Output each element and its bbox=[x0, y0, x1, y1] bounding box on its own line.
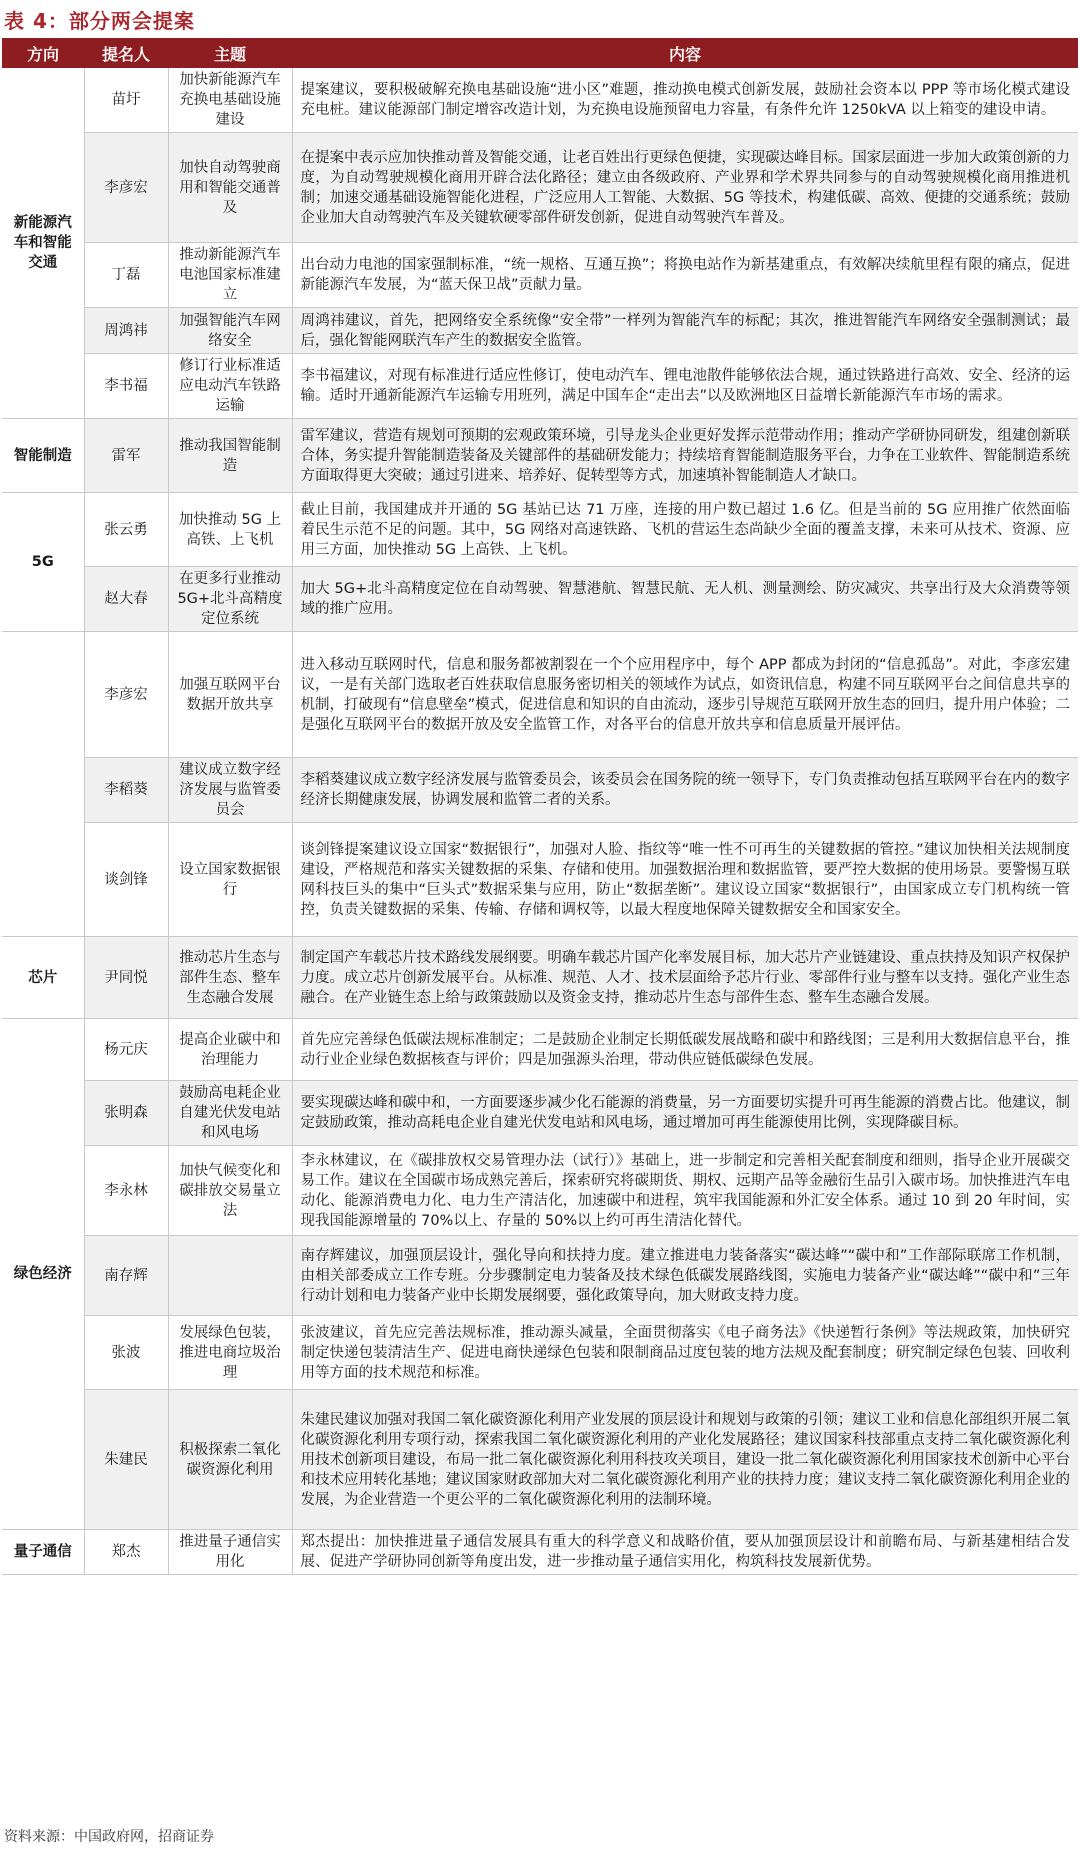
topic-cell: 建议成立数字经济发展与监管委员会 bbox=[168, 758, 292, 823]
topic-cell: 鼓励高电耗企业自建光伏发电站和风电场 bbox=[168, 1081, 292, 1146]
content-cell: 加大 5G+北斗高精度定位在自动驾驶、智慧港航、智慧民航、无人机、测量测绘、防灾减灾、共享出行及大众消费等领域的推广应用。 bbox=[292, 567, 1078, 632]
table-row bbox=[2, 937, 1078, 1019]
proposal-table bbox=[2, 38, 1078, 1575]
table-caption: 表 4：部分两会提案 bbox=[4, 9, 195, 33]
topic-cell: 修订行业标准适应电动汽车铁路运输 bbox=[168, 354, 292, 419]
table-row bbox=[2, 1390, 1078, 1530]
proposer-cell: 张明森 bbox=[84, 1081, 168, 1146]
header-proposer: 提名人 bbox=[84, 38, 168, 68]
direction-cell: 智能制造 bbox=[2, 419, 84, 493]
table-row bbox=[2, 1081, 1078, 1146]
table-row bbox=[2, 493, 1078, 567]
source-note: 资料来源：中国政府网，招商证券 bbox=[4, 1829, 214, 1845]
proposer-cell: 丁磊 bbox=[84, 243, 168, 308]
table-row bbox=[2, 133, 1078, 243]
proposer-cell: 谈剑锋 bbox=[84, 823, 168, 937]
proposer-cell: 张波 bbox=[84, 1316, 168, 1390]
proposer-cell: 雷军 bbox=[84, 419, 168, 493]
content-cell: 要实现碳达峰和碳中和，一方面要逐步减少化石能源的消费量，另一方面要切实提升可再生能源的消费占比。他建议，制定鼓励政策，推动高耗电企业自建光伏发电站和风电场，通过增加可再生能源使用比例，实现降碳目标。 bbox=[292, 1081, 1078, 1146]
proposer-cell: 张云勇 bbox=[84, 493, 168, 567]
content-cell: 周鸿祎建议，首先，把网络安全系统像“安全带”一样列为智能汽车的标配；其次，推进智能汽车网络安全强制测试；最后，强化智能网联汽车产生的数据安全监管。 bbox=[292, 308, 1078, 354]
direction-cell: 绿色经济 bbox=[2, 1019, 84, 1530]
direction-cell: 新能源汽车和智能交通 bbox=[2, 68, 84, 419]
content-cell: 李稻葵建议成立数字经济发展与监管委员会，该委员会在国务院的统一领导下，专门负责推动包括互联网平台在内的数字经济长期健康发展，协调发展和监管二者的关系。 bbox=[292, 758, 1078, 823]
table-row bbox=[2, 1530, 1078, 1575]
topic-cell: 推动我国智能制造 bbox=[168, 419, 292, 493]
direction-cell: 5G bbox=[2, 493, 84, 632]
proposer-cell: 李书福 bbox=[84, 354, 168, 419]
topic-cell: 加快气候变化和碳排放交易量立法 bbox=[168, 1146, 292, 1236]
proposer-cell: 周鸿祎 bbox=[84, 308, 168, 354]
header-content: 内容 bbox=[292, 38, 1078, 68]
proposer-cell: 李永林 bbox=[84, 1146, 168, 1236]
content-cell: 雷军建议，营造有规划可预期的宏观政策环境，引导龙头企业更好发挥示范带动作用；推动产学研协同研发，组建创新联合体，务实提升智能制造装备及关键部件的基础研发能力；持续培育智能制造服务平台，力争在工业软件、智能制造系统方面取得更大突破；通过引进来、培养好、促转型等方式，加速填补智能制造人才缺口。 bbox=[292, 419, 1078, 493]
proposer-cell: 南存辉 bbox=[84, 1236, 168, 1316]
content-cell: 截止目前，我国建成并开通的 5G 基站已达 71 万座，连接的用户数已超过 1.6 亿。但是当前的 5G 应用推广依然面临着民生示范不足的问题。其中，5G 网络对高速铁路、飞机的营运生态尚缺少全面的覆盖支撑，未来可从技术、资源、应用三方面，加快推动 5G 上高铁、上飞机。 bbox=[292, 493, 1078, 567]
proposer-cell: 李彦宏 bbox=[84, 632, 168, 758]
content-cell: 郑杰提出：加快推进量子通信发展具有重大的科学意义和战略价值，要从加强顶层设计和前瞻布局、与新基建相结合发展、促进产学研协同创新等角度出发，进一步推动量子通信实用化，构筑科技发展新优势。 bbox=[292, 1530, 1078, 1575]
proposer-cell: 赵大春 bbox=[84, 567, 168, 632]
proposer-cell: 尹同悦 bbox=[84, 937, 168, 1019]
proposer-cell: 郑杰 bbox=[84, 1530, 168, 1575]
content-cell: 提案建议，要积极破解充换电基础设施“进小区”难题，推动换电模式创新发展，鼓励社会资本以 PPP 等市场化模式建设充电桩。建议能源部门制定增容改造计划，为充换电设施预留电力容量，有条件允许 1250kVA 以上箱变的建设申请。 bbox=[292, 68, 1078, 133]
content-cell: 李永林建议，在《碳排放权交易管理办法（试行）》基础上，进一步制定和完善相关配套制度和细则，指导企业开展碳交易工作。建议在全国碳市场成熟完善后，探索研究将碳期货、期权、远期产品等金融衍生品引入碳市场。加快推进汽车电动化、能源消费电力化、电力生产清洁化，加速碳中和进程，筑牢我国能源和外汇安全体系。通过 10 到 20 年时间，实现我国能源增量的 70%以上、存量的 50%以上约可再生清洁化替代。 bbox=[292, 1146, 1078, 1236]
content-cell: 张波建议，首先应完善法规标准，推动源头减量，全面贯彻落实《电子商务法》《快递暂行条例》等法规政策，加快研究制定快递包装清洁生产、促进电商快递绿色包装和限制商品过度包装的地方法规及配套制度；研究制定绿色包装、回收利用等方面的技术规范和标准。 bbox=[292, 1316, 1078, 1390]
topic-cell: 提高企业碳中和治理能力 bbox=[168, 1019, 292, 1081]
content-cell: 制定国产车载芯片技术路线发展纲要。明确车载芯片国产化率发展目标，加大芯片产业链建设、重点扶持及知识产权保护力度。成立芯片创新发展平台。从标准、规范、人才、技术层面给予芯片行业、零部件行业与整车以支持。强化产业生态融合。在产业链生态上给与政策鼓励以及资金支持，推动芯片生态与部件生态、整车生态融合发展。 bbox=[292, 937, 1078, 1019]
content-cell: 首先应完善绿色低碳法规标准制定；二是鼓励企业制定长期低碳发展战略和碳中和路线图；三是利用大数据信息平台，推动行业企业绿色数据核查与评价；四是加强源头治理，带动供应链低碳绿色发展。 bbox=[292, 1019, 1078, 1081]
proposer-cell: 苗圩 bbox=[84, 68, 168, 133]
proposer-cell: 杨元庆 bbox=[84, 1019, 168, 1081]
topic-cell: 发展绿色包装，推进电商垃圾治理 bbox=[168, 1316, 292, 1390]
table-row bbox=[2, 1316, 1078, 1390]
table-row bbox=[2, 1146, 1078, 1236]
topic-cell: 积极探索二氧化碳资源化利用 bbox=[168, 1390, 292, 1530]
topic-cell: 加快推动 5G 上高铁、上飞机 bbox=[168, 493, 292, 567]
content-cell: 进入移动互联网时代，信息和服务都被割裂在一个个应用程序中，每个 APP 都成为封闭的“信息孤岛”。对此，李彦宏建议，一是有关部门选取老百姓获取信息服务密切相关的领域作为试点，如资讯信息，构建不同互联网平台之间信息共享的机制，打破现有“信息壁垒”模式，促进信息和知识的自由流动，逐步引导规范互联网开放生态的回归，提升用户体验；二是强化互联网平台的数据开放及安全监管工作，对各平台的信息开放共享和信息质量开展评估。 bbox=[292, 632, 1078, 758]
direction-cell: 芯片 bbox=[2, 937, 84, 1019]
table-row bbox=[2, 823, 1078, 937]
direction-cell bbox=[2, 632, 84, 937]
table-row bbox=[2, 68, 1078, 133]
table-row bbox=[2, 567, 1078, 632]
topic-cell bbox=[168, 1236, 292, 1316]
content-cell: 在提案中表示应加快推动普及智能交通，让老百姓出行更绿色便捷，实现碳达峰目标。国家层面进一步加大政策创新的力度，为自动驾驶规模化商用开辟合法化路径；建立由各级政府、产业界和学术界共同参与的自动驾驶规模化商用推进机制；加速交通基础设施智能化进程，广泛应用人工智能、大数据、5G 等技术，构建低碳、高效、便捷的交通系统；鼓励企业加大自动驾驶汽车及关键软硬零部件研发创新，促进自动驾驶汽车普及。 bbox=[292, 133, 1078, 243]
table-row bbox=[2, 419, 1078, 493]
table-body bbox=[2, 68, 1078, 1575]
header-direction: 方向 bbox=[2, 38, 84, 68]
table-row bbox=[2, 308, 1078, 354]
content-cell: 谈剑锋提案建议设立国家“数据银行”，加强对人脸、指纹等“唯一性不可再生的关键数据的管控。”建议加快相关法规制度建设，严格规范和落实关键数据的采集、存储和使用。加强数据治理和数据监管，要严控大数据的使用场景。要警惕互联网科技巨头的集中“巨头式”数据采集与应用，防止“数据垄断”。建议设立国家“数据银行”，由国家成立专门机构统一管控，负责关键数据的采集、传输、存储和调权等，以最大程度地保障关键数据安全和国家安全。 bbox=[292, 823, 1078, 937]
header-topic: 主题 bbox=[168, 38, 292, 68]
topic-cell: 推动芯片生态与部件生态、整车生态融合发展 bbox=[168, 937, 292, 1019]
topic-cell: 在更多行业推动 5G+北斗高精度定位系统 bbox=[168, 567, 292, 632]
content-cell: 南存辉建议，加强顶层设计，强化导向和扶持力度。建立推进电力装备落实“碳达峰”“碳中和”工作部际联席工作机制，由相关部委成立工作专班。分步骤制定电力装备及技术绿色低碳发展路线图，实施电力装备产业“碳达峰”“碳中和”三年行动计划和电力装备产业中长期发展纲要，强化政策导向，加大财政支持力度。 bbox=[292, 1236, 1078, 1316]
topic-cell: 加快新能源汽车充换电基础设施建设 bbox=[168, 68, 292, 133]
content-cell: 李书福建议，对现有标准进行适应性修订，使电动汽车、锂电池散件能够依法合规，通过铁路进行高效、安全、经济的运输。适时开通新能源汽车运输专用班列，满足中国车企“走出去”以及欧洲地区日益增长新能源汽车市场的需求。 bbox=[292, 354, 1078, 419]
direction-cell: 量子通信 bbox=[2, 1530, 84, 1575]
topic-cell: 加强互联网平台数据开放共享 bbox=[168, 632, 292, 758]
topic-cell: 推进量子通信实用化 bbox=[168, 1530, 292, 1575]
table-row bbox=[2, 632, 1078, 758]
proposer-cell: 李稻葵 bbox=[84, 758, 168, 823]
table-header-row bbox=[2, 38, 1078, 68]
content-cell: 出台动力电池的国家强制标准，“统一规格、互通互换”；将换电站作为新基建重点，有效解决续航里程有限的痛点，促进新能源汽车发展，为“蓝天保卫战”贡献力量。 bbox=[292, 243, 1078, 308]
topic-cell: 加强智能汽车网络安全 bbox=[168, 308, 292, 354]
topic-cell: 加快自动驾驶商用和智能交通普及 bbox=[168, 133, 292, 243]
proposer-cell: 李彦宏 bbox=[84, 133, 168, 243]
proposer-cell: 朱建民 bbox=[84, 1390, 168, 1530]
table-row bbox=[2, 243, 1078, 308]
table-row bbox=[2, 758, 1078, 823]
topic-cell: 推动新能源汽车电池国家标准建立 bbox=[168, 243, 292, 308]
topic-cell: 设立国家数据银行 bbox=[168, 823, 292, 937]
table-row bbox=[2, 1019, 1078, 1081]
table-row bbox=[2, 354, 1078, 419]
table-row bbox=[2, 1236, 1078, 1316]
content-cell: 朱建民建议加强对我国二氧化碳资源化利用产业发展的顶层设计和规划与政策的引领；建议工业和信息化部组织开展二氧化碳资源化利用专项行动，探索我国二氧化碳资源化利用的产业化发展路径；建议国家科技部重点支持二氧化碳资源化利用技术创新项目建设，布局一批二氧化碳资源化利用科技攻关项目，建设一批二氧化碳资源化利用国家技术创新中心平台和技术应用转化基地；建议国家财政部加大对二氧化碳资源化利用产业的扶持力度；建议支持二氧化碳资源化利用企业的发展，为企业营造一个更公平的二氧化碳资源化利用的法制环境。 bbox=[292, 1390, 1078, 1530]
